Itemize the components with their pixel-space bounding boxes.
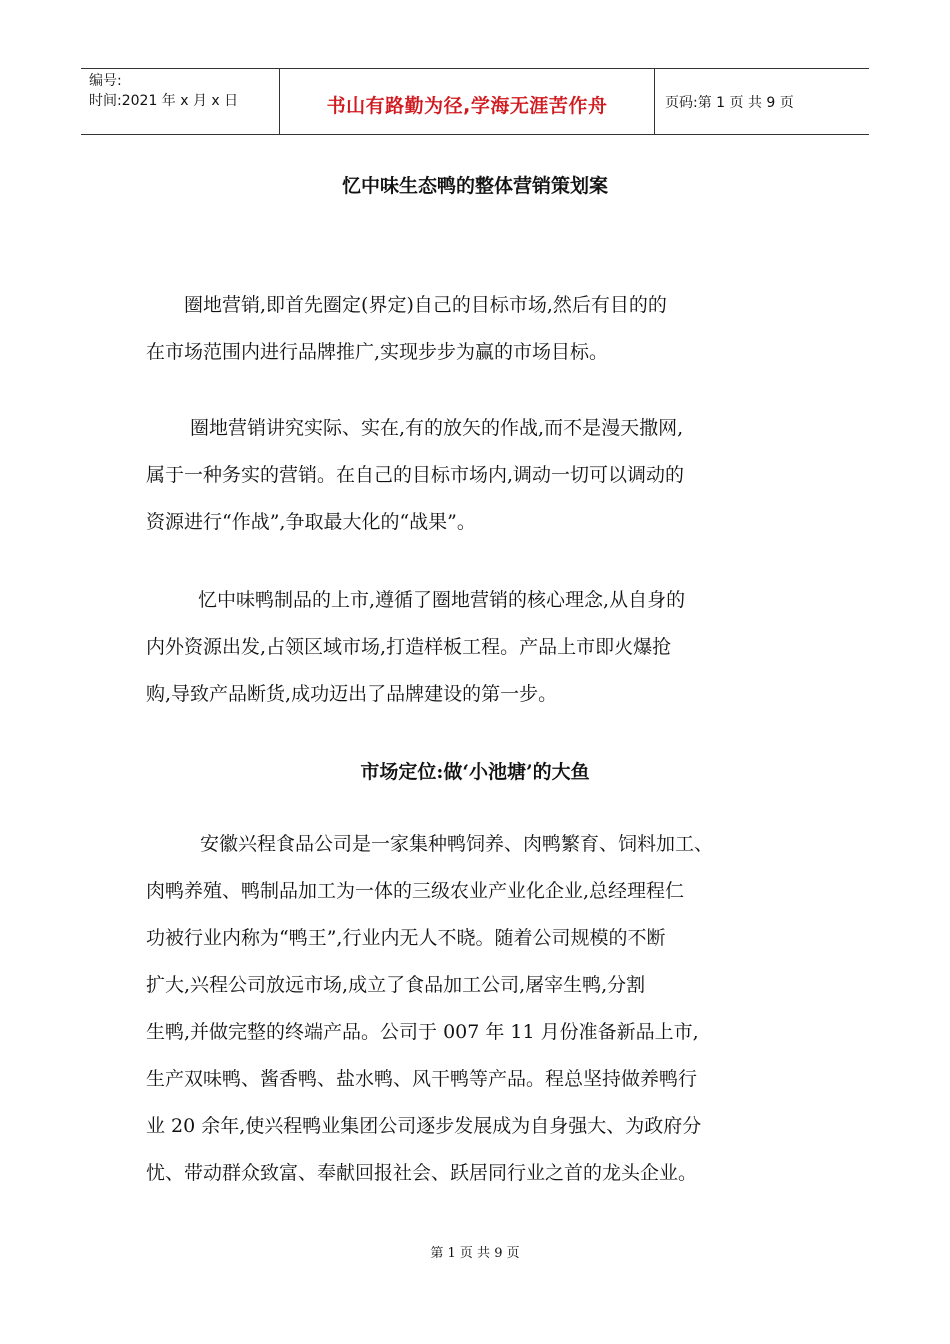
paragraph-line: 业 20 余年,使兴程鸭业集团公司逐步发展成为自身强大、为政府分 — [146, 1115, 702, 1137]
paragraph-line: 安徽兴程食品公司是一家集种鸭饲养、肉鸭繁育、饲料加工、 — [200, 833, 714, 855]
paragraph-1 — [146, 282, 806, 376]
paragraph-line: 圈地营销讲究实际、实在,有的放矢的作战,而不是漫天撒网, — [190, 417, 684, 439]
paragraph-2 — [146, 405, 806, 546]
paragraph-line: 生产双味鸭、酱香鸭、盐水鸭、风干鸭等产品。程总坚持做养鸭行 — [146, 1068, 698, 1090]
paragraph-line: 忆中味鸭制品的上市,遵循了圈地营销的核心理念,从自身的 — [198, 589, 686, 611]
header-motto-cell — [280, 69, 655, 134]
section-paragraph — [146, 821, 806, 1197]
paragraph-line: 忧、带动群众致富、奉献回报社会、跃居同行业之首的龙头企业。 — [146, 1162, 698, 1184]
paragraph-line: 内外资源出发,占领区域市场,打造样板工程。产品上市即火爆抢 — [146, 636, 672, 658]
document-title: 忆中味生态鸭的整体营销策划案 — [341, 175, 608, 197]
section-heading: 市场定位:做‘小池塘’的大鱼 — [360, 761, 590, 783]
document-number-label: 编号: — [89, 73, 122, 89]
document-date-label: 时间:2021 年 x 月 x 日 — [89, 93, 239, 109]
paragraph-line: 属于一种务实的营销。在自己的目标市场内,调动一切可以调动的 — [146, 464, 685, 486]
paragraph-line: 购,导致产品断货,成功迈出了品牌建设的第一步。 — [146, 683, 558, 705]
header-page-info: 页码:第 1 页 共 9 页 — [665, 94, 794, 111]
paragraph-line: 在市场范围内进行品牌推广,实现步步为赢的市场目标。 — [146, 341, 609, 363]
paragraph-line: 功被行业内称为“鸭王”,行业内无人不晓。随着公司规模的不断 — [146, 927, 666, 949]
paragraph-line: 圈地营销,即首先圈定(界定)自己的目标市场,然后有目的的 — [184, 294, 667, 316]
paragraph-line: 肉鸭养殖、鸭制品加工为一体的三级农业产业化企业,总经理程仁 — [146, 880, 685, 902]
header-meta-cell — [81, 69, 280, 134]
paragraph-line: 资源进行“作战”,争取最大化的“战果”。 — [146, 511, 476, 533]
paragraph-line: 生鸭,并做完整的终端产品。公司于 007 年 11 月份准备新品上市, — [146, 1021, 699, 1043]
paragraph-line: 扩大,兴程公司放远市场,成立了食品加工公司,屠宰生鸭,分割 — [146, 974, 646, 996]
paragraph-3 — [146, 577, 806, 718]
header-table — [81, 68, 869, 135]
motto-text: 书山有路勤为径,学海无涯苦作舟 — [326, 95, 608, 117]
header-page-cell — [655, 69, 869, 134]
page-footer: 第 1 页 共 9 页 — [430, 1246, 520, 1261]
